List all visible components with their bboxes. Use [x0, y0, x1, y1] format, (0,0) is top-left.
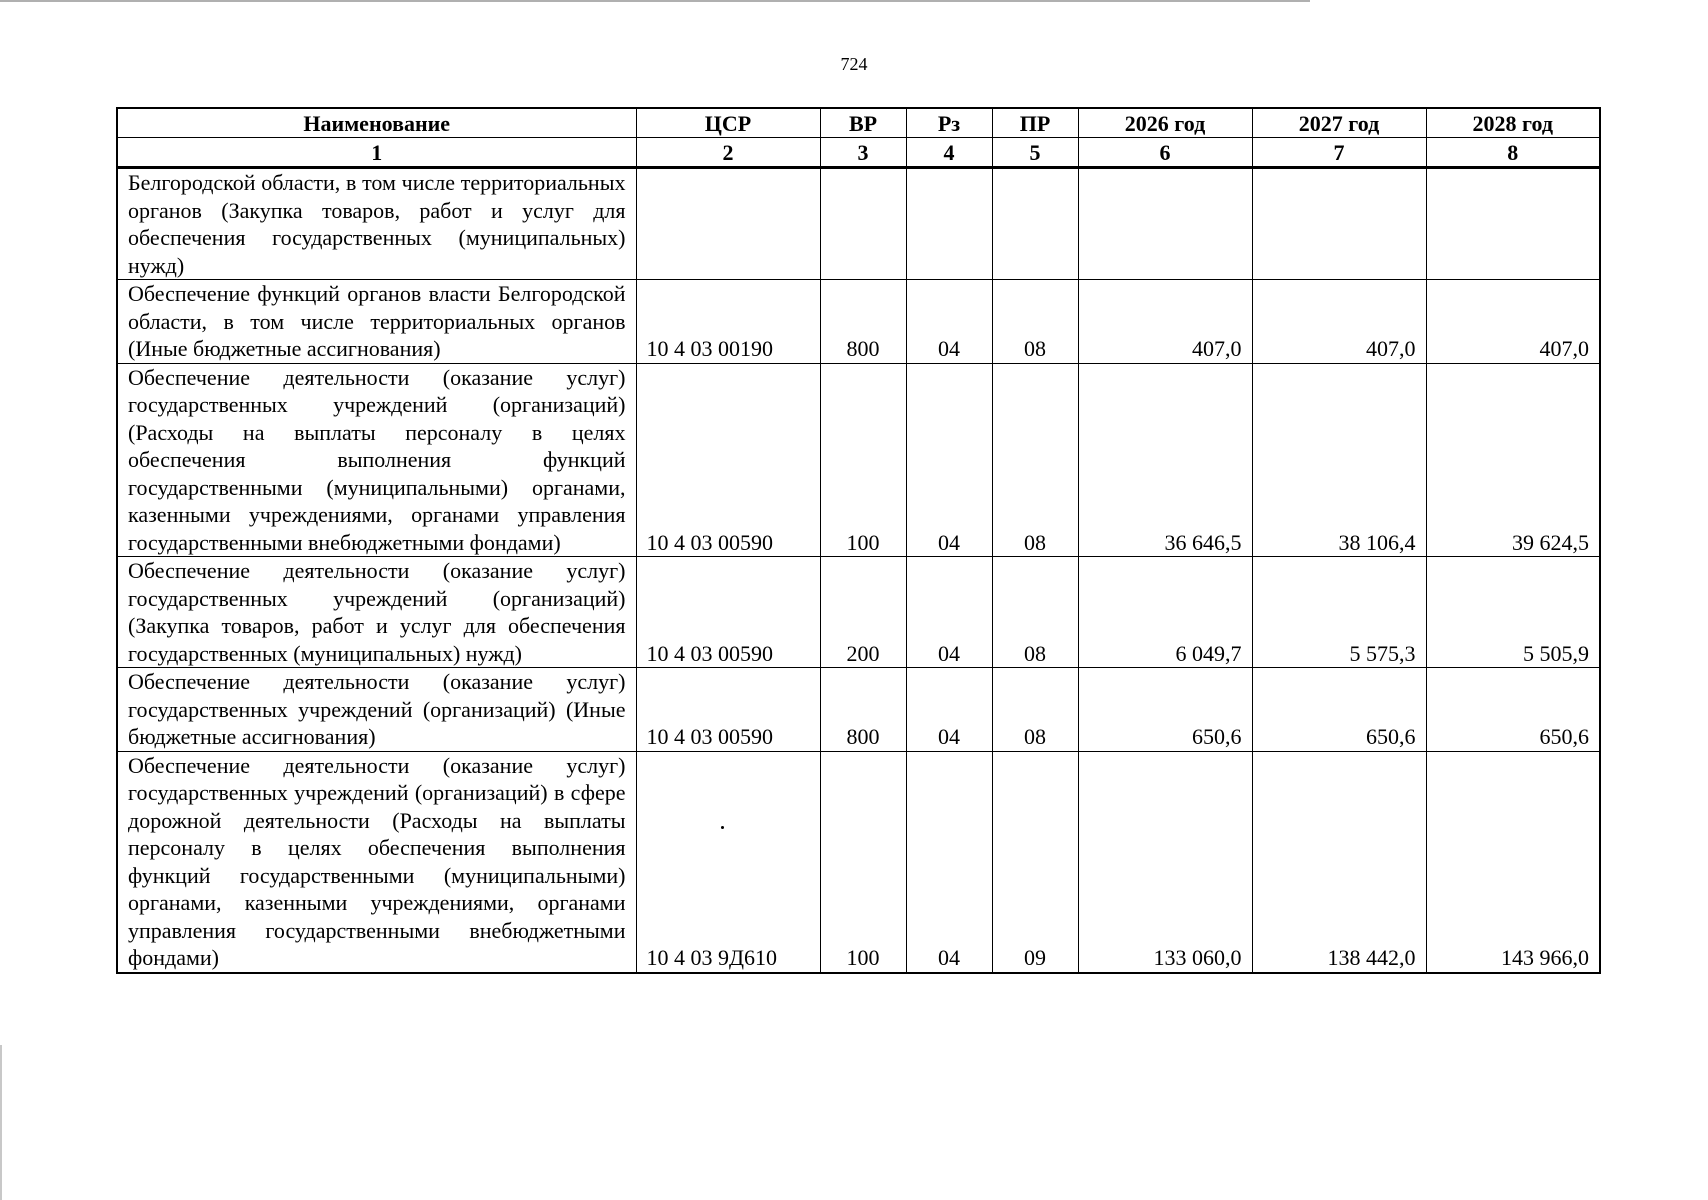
column-number: 4	[906, 138, 992, 168]
row-name: Обеспечение деятельности (оказание услуг) государственных учреждений (организаций) (Закупка товаров, работ и услуг для обеспечения государственных (муниципальных) нужд)	[117, 557, 636, 668]
row-name: Белгородской области, в том числе территориальных органов (Закупка товаров, работ и услуг для обеспечения государственных (муниципальных) нужд)	[117, 168, 636, 280]
row-pr: 08	[992, 668, 1078, 752]
scan-speck	[721, 826, 724, 829]
row-name: Обеспечение деятельности (оказание услуг) государственных учреждений (организаций) в сфере дорожной деятельности (Расходы на выплаты персоналу в целях обеспечения выполнения функций государственными (муниципальными) органами, казенными учреждениями, органами управления государственными внебюджетными фондами)	[117, 751, 636, 973]
scan-edge-left	[0, 1045, 2, 1200]
header-pr: ПР	[992, 108, 1078, 138]
column-number: 5	[992, 138, 1078, 168]
row-csr	[636, 168, 820, 280]
row-csr: 10 4 03 00590	[636, 668, 820, 752]
row-amount-2028	[1426, 168, 1600, 280]
row-vr: 100	[820, 363, 906, 557]
header-rz: Рз	[906, 108, 992, 138]
column-number-row	[117, 138, 1600, 168]
row-amount-2026	[1078, 168, 1252, 280]
row-csr: 10 4 03 00590	[636, 363, 820, 557]
row-vr	[820, 168, 906, 280]
column-number: 7	[1252, 138, 1426, 168]
row-vr: 200	[820, 557, 906, 668]
row-csr: 10 4 03 9Д610	[646, 945, 778, 970]
page-number: 724	[840, 54, 868, 74]
row-amount-2026: 6 049,7	[1078, 557, 1252, 668]
table-row	[117, 668, 1600, 752]
header-2028: 2028 год	[1426, 108, 1600, 138]
row-pr: 08	[992, 557, 1078, 668]
table-row	[117, 751, 1600, 973]
row-amount-2027: 5 575,3	[1252, 557, 1426, 668]
row-amount-2027: 138 442,0	[1252, 751, 1426, 973]
row-amount-2028: 5 505,9	[1426, 557, 1600, 668]
row-pr: 09	[992, 751, 1078, 973]
column-number: 8	[1426, 138, 1600, 168]
row-rz: 04	[906, 557, 992, 668]
row-vr: 800	[820, 668, 906, 752]
row-amount-2027: 650,6	[1252, 668, 1426, 752]
row-amount-2027: 407,0	[1252, 280, 1426, 364]
row-pr	[992, 168, 1078, 280]
row-amount-2027: 38 106,4	[1252, 363, 1426, 557]
row-amount-2026: 650,6	[1078, 668, 1252, 752]
row-pr: 08	[992, 363, 1078, 557]
row-rz: 04	[906, 280, 992, 364]
row-rz: 04	[906, 363, 992, 557]
column-number: 1	[117, 138, 636, 168]
row-rz: 04	[906, 668, 992, 752]
column-number: 2	[636, 138, 820, 168]
row-amount-2028: 143 966,0	[1426, 751, 1600, 973]
header-2026: 2026 год	[1078, 108, 1252, 138]
row-rz: 04	[906, 751, 992, 973]
row-csr: 10 4 03 00590	[636, 557, 820, 668]
row-rz	[906, 168, 992, 280]
scan-edge-top	[0, 0, 1310, 2]
row-name: Обеспечение деятельности (оказание услуг) государственных учреждений (организаций) (Расходы на выплаты персоналу в целях обеспечения выполнения функций государственными (муниципальными) органами, казенными учреждениями, органами управления государственными внебюджетными фондами)	[117, 363, 636, 557]
column-number: 3	[820, 138, 906, 168]
header-row	[117, 108, 1600, 138]
header-name: Наименование	[117, 108, 636, 138]
row-vr: 800	[820, 280, 906, 364]
row-amount-2027	[1252, 168, 1426, 280]
row-amount-2026: 36 646,5	[1078, 363, 1252, 557]
row-amount-2026: 133 060,0	[1078, 751, 1252, 973]
header-2027: 2027 год	[1252, 108, 1426, 138]
table-row	[117, 168, 1600, 280]
row-pr: 08	[992, 280, 1078, 364]
row-amount-2026: 407,0	[1078, 280, 1252, 364]
table-row	[117, 280, 1600, 364]
table-row	[117, 557, 1600, 668]
row-amount-2028: 650,6	[1426, 668, 1600, 752]
row-csr: 10 4 03 00190	[636, 280, 820, 364]
row-vr: 100	[820, 751, 906, 973]
row-name: Обеспечение деятельности (оказание услуг) государственных учреждений (организаций) (Иные бюджетные ассигнования)	[117, 668, 636, 752]
row-name: Обеспечение функций органов власти Белгородской области, в том числе территориальных органов (Иные бюджетные ассигнования)	[117, 280, 636, 364]
row-amount-2028: 407,0	[1426, 280, 1600, 364]
header-vr: ВР	[820, 108, 906, 138]
row-csr-cell	[636, 751, 820, 973]
header-csr: ЦСР	[636, 108, 820, 138]
row-amount-2028: 39 624,5	[1426, 363, 1600, 557]
budget-table	[116, 107, 1601, 974]
table-row	[117, 363, 1600, 557]
column-number: 6	[1078, 138, 1252, 168]
